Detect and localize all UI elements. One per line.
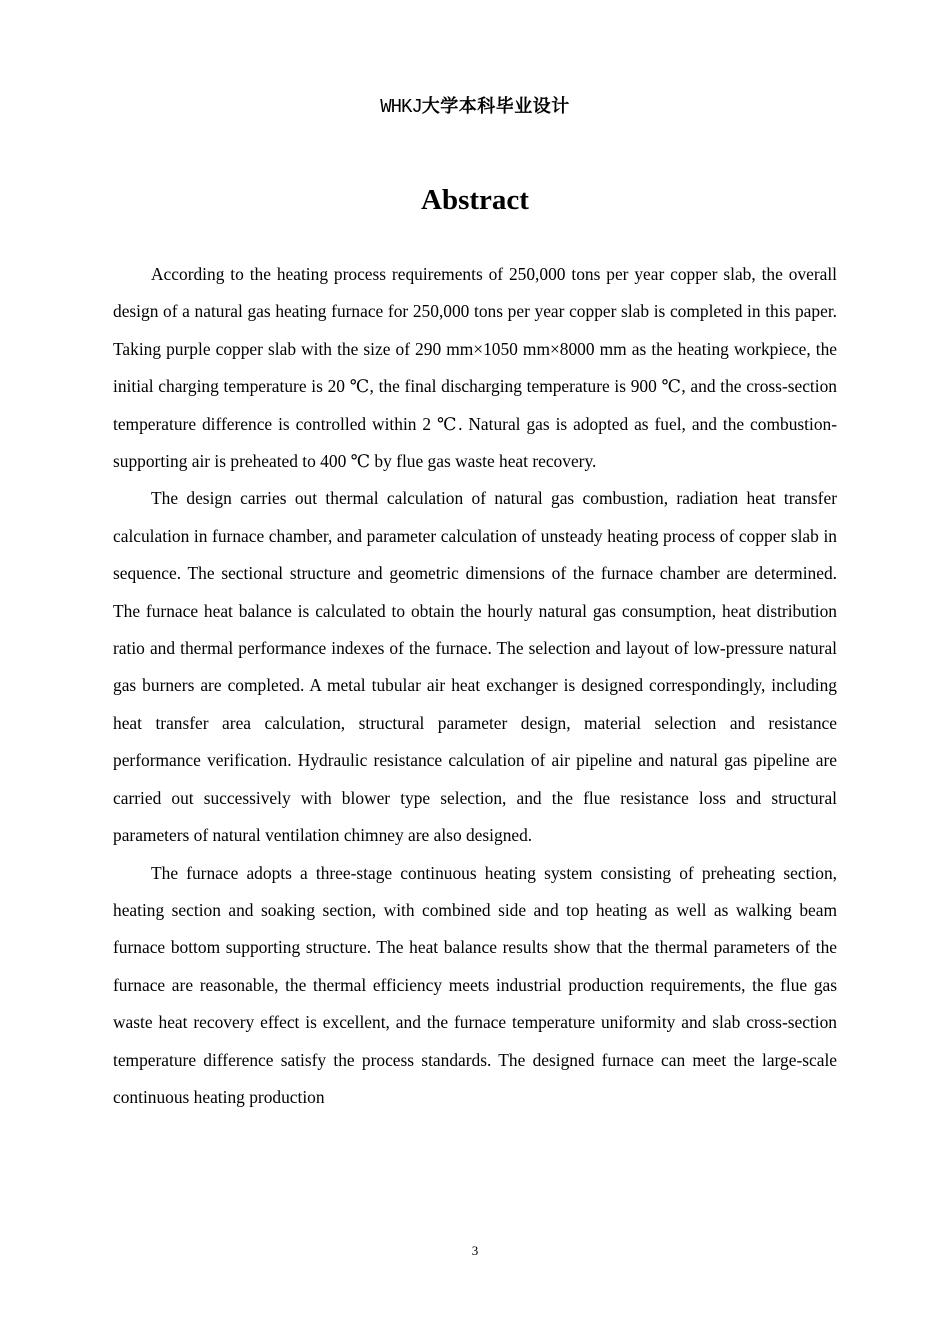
- header-school-code: WHKJ: [380, 96, 422, 118]
- paragraph-3: The furnace adopts a three-stage continuous heating system consisting of preheating section, heating section and soaking section, with combined side and top heating as well as walking beam furnace bottom supporting structure. The heat balance results show that the thermal parameters of the furnace are reasonable, the thermal efficiency meets industrial production requirements, the flue gas waste heat recovery effect is excellent, and the furnace temperature uniformity and slab cross-section temperature difference satisfy the process standards. The designed furnace can meet the large-scale continuous heating production: [113, 862, 837, 1107]
- page-number: 3: [471, 1243, 479, 1258]
- running-header: [0, 93, 950, 121]
- header-thesis-type: 大学本科毕业设计: [421, 96, 570, 117]
- abstract-body: [113, 256, 837, 1116]
- paragraph-1: According to the heating process requirements of 250,000 tons per year copper slab, the overall design of a natural gas heating furnace for 250,000 tons per year copper slab is completed in this paper. Taking purple copper slab with the size of 290 mm×1050 mm×8000 mm as the heating workpiece, the initial charging temperature is 20 ℃, the final discharging temperature is 900 ℃, and the cross-section temperature difference is controlled within 2 ℃. Natural gas is adopted as fuel, and the combustion-supporting air is preheated to 400 ℃ by flue gas waste heat recovery.: [113, 264, 837, 472]
- page-title: Abstract: [421, 184, 529, 216]
- paragraph-2: The design carries out thermal calculation of natural gas combustion, radiation heat transfer calculation in furnace chamber, and parameter calculation of unsteady heating process of copper slab in sequence. The sectional structure and geometric dimensions of the furnace chamber are determined. The furnace heat balance is calculated to obtain the hourly natural gas consumption, heat distribution ratio and thermal performance indexes of the furnace. The selection and layout of low-pressure natural gas burners are completed. A metal tubular air heat exchanger is designed correspondingly, including heat transfer area calculation, structural parameter design, material selection and resistance performance verification. Hydraulic resistance calculation of air pipeline and natural gas pipeline are carried out successively with blower type selection, and the flue resistance loss and structural parameters of natural ventilation chimney are also designed.: [113, 488, 837, 846]
